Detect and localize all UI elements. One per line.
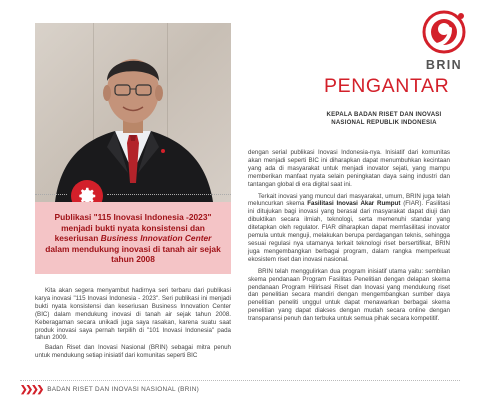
paragraph: Kita akan segera menyambut hadirnya seri terbaru dari publikasi karya inovasi "115 Inovasi Indonesia - 2023". Seri publikasi ini menjadi bukti nyata konsistensi dan keseriusan Business Innovation Center (BIC) dalam mendukung inovasi di tanah air sejak tahun 2008. Keberagaman secara unikadi juga saya rasakan, karena suatu saat produk inovasi saya pernah terpilih di "101 Inovasi Indonesia" pada tahun 2009. <box>35 287 231 342</box>
right-column-text <box>248 149 450 327</box>
portrait-photo <box>35 23 231 202</box>
paragraph: dengan serial publikasi Inovasi Indonesia-nya. Inisiatif dari komunitas akan menjadi seperti BIC ini diharapkan dapat menumbuhkan kecintaan yang ada di masyarakat untuk menjadi inovator sejati, yang mampu memberikan manfaat nyata selain peningkatan daya saing industri dan tantangan global di era digital saat ini. <box>248 149 450 188</box>
paragraph-text: (FIAR). Fasilitasi ini ditujukan bagi inovasi yang berasal dari masyarakat dapat diuji dan dibuktikan secara ilmiah, teknologi, serta memenuhi standar yang ditetapkan oleh regulator. FIAR diharapkan dapat memfasilitasi inovator pemula untuk menguji, melakukan berupa perdagangan teknis, sehingga sesuai regulasi nya utamanya terkait teknologi riset bersertifikat, BRIN juga mengembangkan berbagai program, dalam rangka memperkuat ekosistem riset dan inovasi nasional. <box>248 200 450 263</box>
caption-text-a: Publikasi "115 Inovasi Indonesia -2023" menjadi bukti nyata konsistensi dan keseriusan <box>54 212 212 244</box>
paragraph-fiar <box>248 193 450 264</box>
chevron-right-icon: ❯ ❯ ❯ ❯ <box>20 383 43 394</box>
fiar-emphasis: Fasilitasi Inovasi Akar Rumput <box>307 200 401 208</box>
page-footer <box>20 382 199 396</box>
caption-text-italic: Business Innovation Center <box>100 233 212 244</box>
left-column-text <box>35 287 231 362</box>
footer-text: BADAN RISET DAN INOVASI NASIONAL (BRIN) <box>47 385 200 393</box>
divider-right <box>107 194 231 195</box>
photo-caption <box>35 202 231 274</box>
brin-logo-mark <box>420 8 468 58</box>
page-subtitle: KEPALA BADAN RISET DAN INOVASI NASIONAL REPUBLIK INDONESIA <box>326 111 442 126</box>
brin-logo <box>420 8 468 74</box>
caption-text-c: dalam mendukung inovasi di tanah air sejak tahun 2008 <box>45 243 221 265</box>
footer-divider <box>20 380 460 381</box>
brin-logo-text: BRIN <box>425 58 463 72</box>
portrait-figure <box>35 23 231 202</box>
paragraph-text: Terkait inovasi yang muncul dari masyarakat, umum, BRIN juga telah meluncurkan skema <box>248 192 450 208</box>
paragraph: Badan Riset dan Inovasi Nasional (BRIN) sebagai mitra penuh untuk mendukung setiap inisiatif dari komunitas seperti BIC <box>35 344 231 360</box>
paragraph: BRIN telah menggulirkan dua program inisiatif utama yaitu: sembilan skema pendanaan Program Fasilitas Penelitian dengan delapan skema pendanaan Program Hilirisasi Riset dan Inovasi yang mendukung riset dan penelitian secara mandiri dengan mengembangkan sumber daya penelitian peneliti unggul untuk dapat menawarkan berbagai skema penelitian yang dapat diakses dengan mudah secara online dengan transparansi penuh dan terbuka untuk semua pihak secara kompetitif. <box>248 267 450 323</box>
divider-left <box>35 194 67 195</box>
page-title: PENGANTAR <box>324 75 450 97</box>
